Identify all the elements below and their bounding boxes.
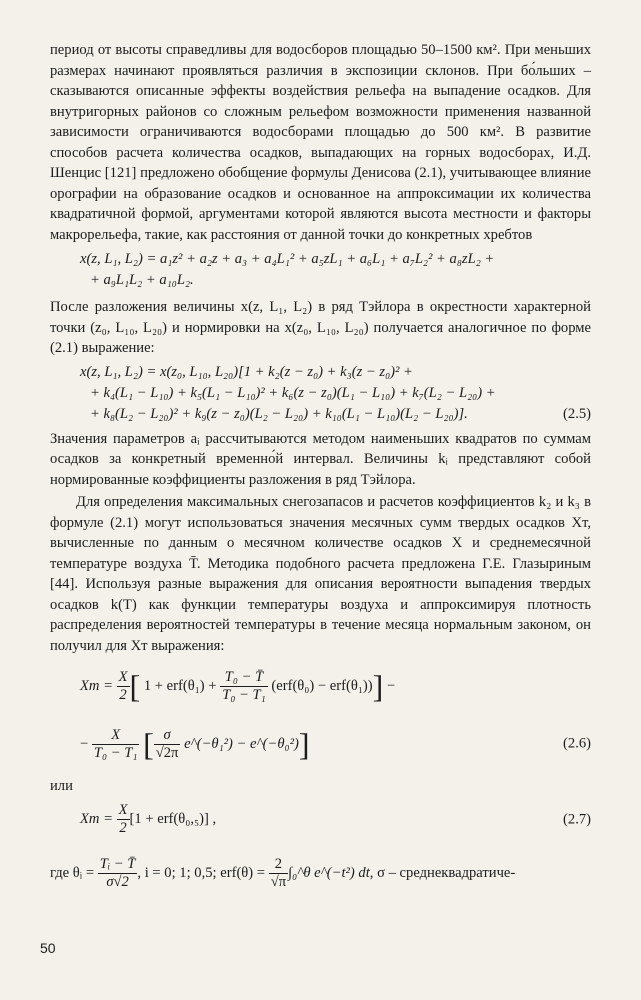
- formula-quadratic-line1: x(z, L₁, L₂) = a₁z² + a₂z + a₃ + a₄L₁² + a₅zL₁ + a₆L₁ + a₇L₂² + a₈zL₂ +: [80, 251, 495, 267]
- paragraph-1: период от высоты справедливы для водосборов площадью 50–1500 км². При меньших размерах начинают проявляться различия в экспозиции склонов. При бо́льших – сказываются описанные эффекты воздействия рельефа на выпадение осадков. Для внутригорных районов со сложным рельефом возможности применения названной зависимости ограничиваются водосборами площадью до 500 км². В развитие способов расчета количества осадков, выпадающих на горных водосборах, И.Д. Шенцис [121] предложено обобщение формулы Денисова (2.1), учитывающее влияние орографии на образование осадков и основанное на аппроксимации их количества квадратичной формой, аргументами которой являются высота местности и факторы макрорельефа, такие, как расстояния от данной точки до конкретных хребтов: [50, 42, 591, 243]
- equation-number-2-7: (2.7): [563, 811, 591, 827]
- f27-frac-x2: $\frac{X}{2}$: [118, 802, 128, 836]
- f26-lhs: Xт =: [80, 677, 113, 694]
- f26-frac-temp: $\frac{\text{T₀ − T̄}}{\text{T₀ − T₁}}$: [222, 668, 266, 703]
- f26-exponentials: e^(−θ₁²) − e^(−θ₀²): [184, 735, 299, 752]
- erf-frac: $\frac{2}{√\pi}$: [270, 856, 287, 890]
- f26-tail: −: [386, 677, 396, 694]
- f26-frac-x2: $\frac{X}{2}$: [118, 668, 128, 703]
- f26-mid1: 1 + erf(θ₁) +: [143, 677, 217, 694]
- page-number: 50: [40, 940, 56, 956]
- paragraph-3: Значения параметров aᵢ рассчитываются методом наименьших квадратов по суммам осадков за конкретный временно́й интервал. Величины kᵢ представляют собой нормированные коэффициенты разложения в ряд Тэйлора.: [50, 430, 591, 488]
- f26-frac-sigma: $\frac{\sigma}{√2\pi}$: [155, 726, 179, 761]
- formula-2-5-line2: + k₄(L₁ − L₁₀) + k₅(L₁ − L₁₀)² + k₆(z − z₀)(L₁ − L₁₀) + k₇(L₂ − L₂₀) +: [90, 384, 496, 401]
- paragraph-4: Для определения максимальных снегозапасов и расчетов коэффициентов k₂ и k₃ в формуле (2.1) могут использоваться значения месячных сумм твердых осадков Xт, вычисленные по данным о месячном количестве осадков X и среднемесячной температуре воздуха T̄. Методика подобного расчета предложена Г.Е. Глазыриным [44]. Используя разные выражения для описания вероятности выпадения твердых осадков k(T) как функции температуры воздуха и аппроксимируя плотность распределения вероятностей температуры в течение месяца нормальным законом, он получил для Xт выражения:: [50, 494, 591, 654]
- equation-number-2-5: (2.5): [563, 405, 591, 422]
- formula-2-5-line3: [50, 404, 591, 425]
- formula-2-5-line1: x(z, L₁, L₂) = x(z₀, L₁₀, L₂₀)[1 + k₂(z − z₀) + k₃(z − z₀)² +: [80, 363, 413, 380]
- f26-frac-x-t: $\frac{X}{\text{T₀ − T₁}}$: [93, 726, 138, 761]
- equation-number-2-6: (2.6): [563, 735, 591, 752]
- paragraph-2: После разложения величины x(z, L₁, L₂) в ряд Тэйлора в окрестности характерной точки (z₀, L₁₀, L₂₀) и нормировки на x(z₀, L₁₀, L₂₀) получается аналогичное по форме (2.1) выражение:: [50, 299, 591, 356]
- theta-frac: $\frac{\text{Tᵢ − T̄}}{\sigma√2}$: [99, 856, 136, 890]
- f26-mid2: (erf(θ₀) − erf(θ₁)): [271, 677, 373, 694]
- formula-2-5-line3-text: + k₈(L₂ − L₂₀)² + k₉(z − z₀)(L₂ − L₂₀) + k₁₀(L₁ − L₁₀)(L₂ − L₂₀)].: [90, 405, 468, 422]
- formula-quadratic-line2: + a₉L₁L₂ + a₁₀L₂.: [90, 272, 194, 288]
- formula-2-6-line1: Xт = $\frac{X}{2}$ [ 1 + erf(θ₁) + $\frac{\text{T₀ − T̄}}{\text{T₀ − T₁}}$ (erf(θ₀) − erf(θ₁)) ] −: [80, 668, 396, 704]
- formula-2-7: Xт = $\frac{X}{2}$ [1 + erf(θ₀,₅)] , (2.7): [80, 802, 591, 836]
- formula-definitions: где θᵢ = $\frac{\text{Tᵢ − T̄}}{\sigma√2}$ , i = 0; 1; 0,5; erf(θ) = $\frac{2}{√\pi}$ ∫₀^θ e^(−t²) dt, σ – среднеквадратиче-: [50, 856, 516, 890]
- formula-2-6-line2: − $\frac{X}{\text{T₀ − T₁}}$ [ $\frac{\sigma}{√2\pi}$ e^(−θ₁²) − e^(−θ₀²) ] (2.6): [80, 726, 591, 762]
- paragraph-or: или: [50, 778, 73, 794]
